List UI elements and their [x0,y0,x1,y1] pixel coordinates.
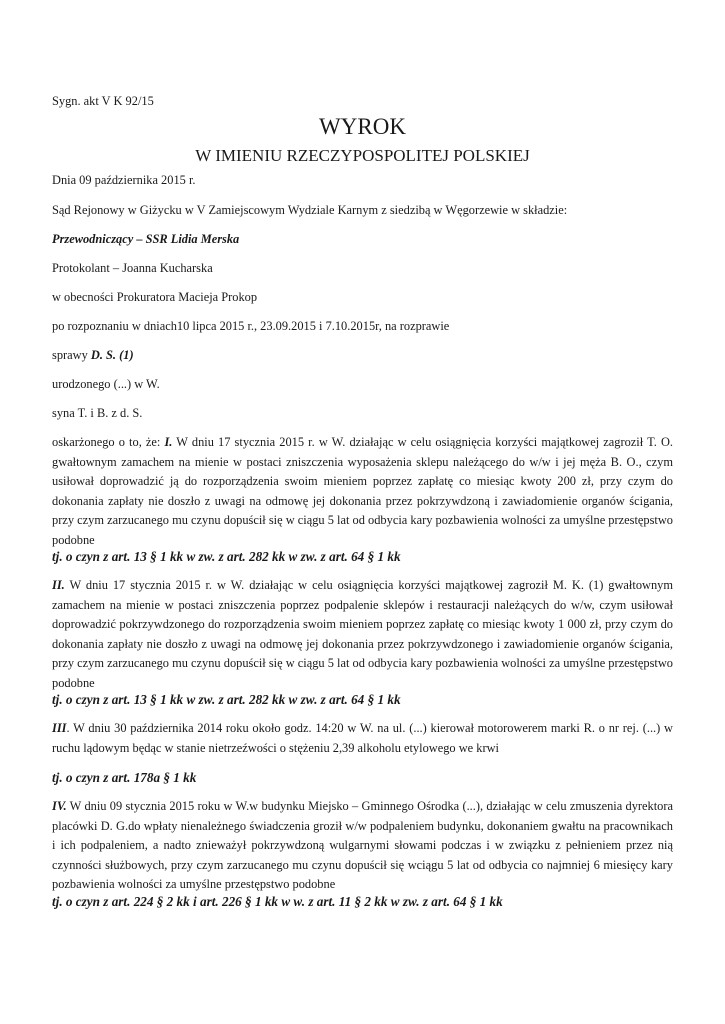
charge-number: IV. [52,799,67,813]
date-line: Dnia 09 października 2015 r. [52,173,196,187]
charge-text: . W dniu 30 października 2014 roku około godz. 14:20 w W. na ul. (...) kierował motorowerem marki R. o nr rej. (...) w ruchu lądowym będąc w stanie nietrzeźwości o stężeniu 2,39 alkoholu etylowego we krwi [52,721,673,755]
court-line: Sąd Rejonowy w Giżycku w V Zamiejscowym Wydziale Karnym z siedzibą w Węgorzewie w składzie: [52,203,568,217]
charge-1-qualification: tj. o czyn z art. 13 § 1 kk w zw. z art. 282 kk w zw. z art. 64 § 1 kk [52,549,401,564]
charge-text: W dniu 09 stycznia 2015 roku w W.w budynku Miejsko – Gminnego Ośrodka (...), działając w celu zmuszenia dyrektora placówki D. G.do wpłaty nienależnego świadczenia groził w/w podpaleniem budynku, dokonaniem gwałtu na pracownikach i ich podpaleniem, a nadto znieważył pokrzywdzoną wulgarnymi słowami podczas i w związku z pełnieniem przez nią czynności służbowych, przy czym zarzucanego mu czynu dopuścił się wciągu 5 lat od odbycia co najmniej 6 miesięcy kary pozbawienia wolności za umyślne przestępstwo podobne [52,799,673,891]
document-subtitle: W IMIENIU RZECZYPOSPOLITEJ POLSKIEJ [195,146,530,165]
charge-2-qualification: tj. o czyn z art. 13 § 1 kk w zw. z art. 282 kk w zw. z art. 64 § 1 kk [52,692,401,707]
prosecutor-line: w obecności Prokuratora Macieja Prokop [52,290,258,304]
charge-3 [52,719,673,758]
charge-number: I. [164,435,173,449]
charge-number: II. [52,578,65,592]
defendant-name: D. S. (1) [90,348,134,362]
charge-2 [52,576,673,693]
charge-4-qualification: tj. o czyn z art. 224 § 2 kk i art. 226 § 1 kk w w. z art. 11 § 2 kk w zw. z art. 64 § 1 kk [52,894,503,909]
charge-intro: oskarżonego o to, że: [52,435,165,449]
document-title: WYROK [319,114,406,139]
charge-4 [52,797,673,895]
case-of-line [52,346,673,366]
case-prefix: sprawy [52,348,91,362]
parents-line: syna T. i B. z d. S. [52,406,143,420]
court-clerk: Protokolant – Joanna Kucharska [52,261,213,275]
presiding-judge: Przewodniczący – SSR Lidia Merska [52,232,240,246]
hearing-dates: po rozpoznaniu w dniach10 lipca 2015 r., 23.09.2015 i 7.10.2015r, na rozprawie [52,319,450,333]
charge-3-qualification: tj. o czyn z art. 178a § 1 kk [52,770,197,785]
charge-1 [52,433,673,550]
charge-number: III [52,721,67,735]
charge-text: W dniu 17 stycznia 2015 r. w W. działając w celu osiągnięcia korzyści majątkowej zagroził T. O. gwałtownym zamachem na mienie w postaci zniszczenia wyposażenia sklepu należącego do w/w i jej męża B. O., czym usiłował doprowadzić ją do rozporządzenia swoim mieniem poprzez zapłatę co miesiąc kwoty 200 zł, przy czym do dokonania zapłaty nie doszło z uwagi na odmowę jej dokonania przez pokrzywdzoną i zawiadomienie organów ścigania, przy czym zarzucanego mu czynu dopuścił się w ciągu 5 lat od odbycia kary pozbawienia wolności za umyślne przestępstwo podobne [52,435,673,547]
case-number: Sygn. akt V K 92/15 [52,94,154,108]
charge-text: W dniu 17 stycznia 2015 r. w W. działając w celu osiągnięcia korzyści majątkowej zagroził M. K. (1) gwałtownym zamachem na mienie w postaci zniszczenia poprzez podpalenie sklepów i restauracji należących do w/w, czym usiłował doprowadzić pokrzywdzonego do rozporządzenia swoim mieniem poprzez zapłatę co miesiąc kwoty 1 000 zł, przy czym do dokonania zapłaty nie doszło z uwagi na odmowę jej dokonania przez pokrzywdzonego i zawiadomienie organów ścigania, przy czym zarzucanego mu czynu dopuścił się w ciągu 5 lat od odbycia kary pozbawienia wolności za umyślne przestępstwo podobne [52,578,673,690]
birth-line: urodzonego (...) w W. [52,377,160,391]
